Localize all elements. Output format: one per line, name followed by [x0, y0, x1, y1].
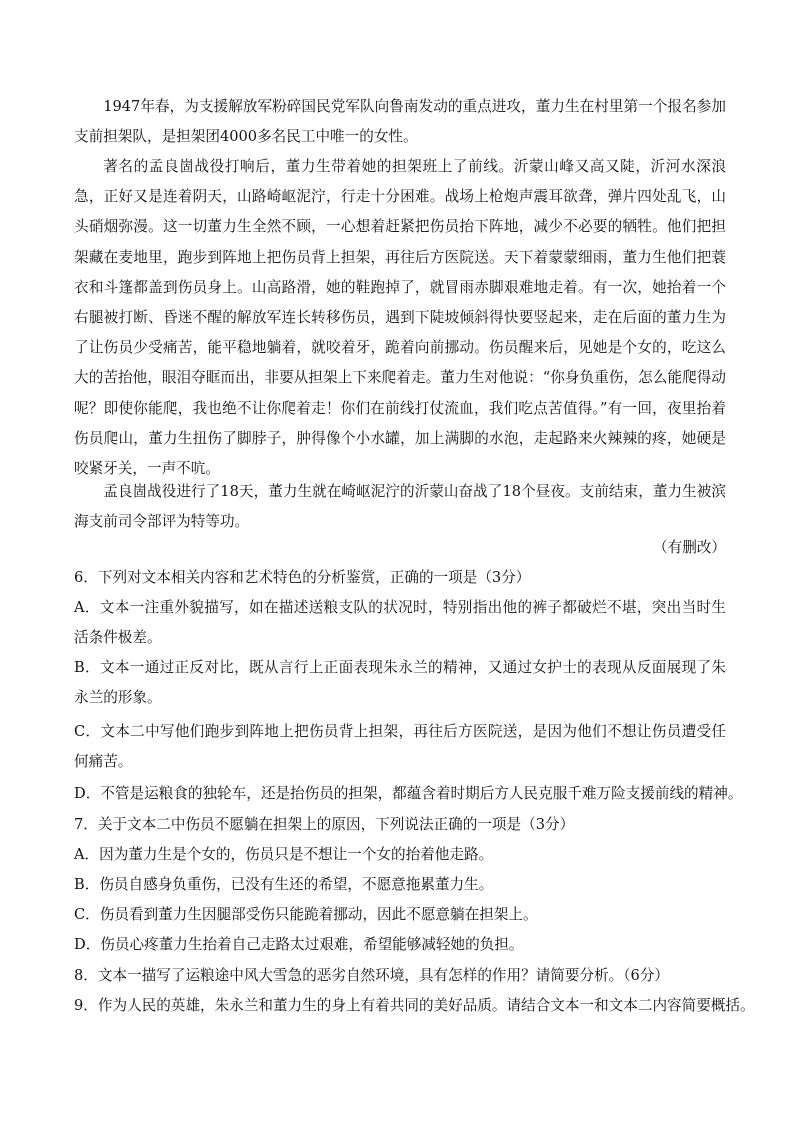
- passage-paragraph-1: 1947年春，为支援解放军粉碎国民党军队向鲁南发动的重点进攻，董力生在村里第一个报名参加支前担架队，是担架团4000多名民工中唯一的女性。: [74, 98, 726, 146]
- question-7-option-a: A．因为董力生是个女的，伤员只是不想让一个女的抬着他走路。: [74, 846, 494, 863]
- question-7-option-c: C．伤员看到董力生因腿部受伤只能跪着挪动，因此不愿意躺在担架上。: [74, 906, 538, 923]
- question-6-option-d: D．不管是运粮食的独轮车，还是抬伤员的担架，都蕴含着时期后方人民克服千难万险支援前线的精神。: [74, 785, 743, 802]
- question-6-option-b: B．文本一通过正反对比，既从言行上正面表现朱永兰的精神，又通过女护士的表现从反面展现了朱永兰的形象。: [74, 659, 726, 707]
- question-9-stem: 9．作为人民的英雄，朱永兰和董力生的身上有着共同的美好品质。请结合文本一和文本二内容简要概括。: [74, 997, 755, 1014]
- question-7-option-d: D．伤员心疼董力生抬着自己走路太过艰难，希望能够减轻她的负担。: [74, 936, 524, 953]
- question-7-stem: 7．关于文本二中伤员不愿躺在担架上的原因，下列说法正确的一项是（3分）: [74, 816, 575, 833]
- passage-paragraph-3: 孟良崮战役进行了18天，董力生就在崎岖泥泞的沂蒙山奋战了18个昼夜。支前结束，董力生被滨海支前司令部评为特等功。: [74, 483, 726, 531]
- source-note: （有删改）: [653, 539, 726, 556]
- question-8-stem: 8．文本一描写了运粮途中风大雪急的恶劣自然环境，具有怎样的作用？请简要分析。（6分）: [74, 967, 670, 984]
- passage-paragraph-2: 著名的孟良崮战役打响后，董力生带着她的担架班上了前线。沂蒙山峰又高又陡，沂河水深浪急，正好又是连着阴天，山路崎岖泥泞，行走十分困难。战场上枪炮声震耳欲聋，弹片四处乱飞，山头硝烟弥漫。这一切董力生全然不顾，一心想着赶紧把伤员抬下阵地，减少不必要的牺牲。他们把担架藏在麦地里，跑步到阵地上把伤员背上担架，再往后方医院送。天下着蒙蒙细雨，董力生他们把蓑衣和斗篷都盖到伤员身上。山高路滑，她的鞋跑掉了，就冒雨赤脚艰难地走着。有一次，她抬着一个右腿被打断、昏迷不醒的解放军连长转移伤员，遇到下陡坡倾斜得快要竖起来，走在后面的董力生为了让伤员少受痛苦，能平稳地躺着，就咬着牙，跪着向前挪动。伤员醒来后，见她是个女的，吃这么大的苦抬他，眼泪夺眶而出，非要从担架上下来爬着走。董力生对他说：“你身负重伤，怎么能爬得动呢？即使你能爬，我也绝不让你爬着走！你们在前线打仗流血，我们吃点苦值得。”有一回，夜里抬着伤员爬山，董力生扭伤了脚脖子，肿得像个小水罐，加上满脚的水泡，走起路来火辣辣的疼，她硬是咬紧牙关，一声不吭。: [74, 158, 726, 478]
- question-6-option-c: C．文本二中写他们跑步到阵地上把伤员背上担架，再往后方医院送，是因为他们不想让伤员遭受任何痛苦。: [74, 723, 726, 771]
- question-6-option-a: A．文本一注重外貌描写，如在描述送粮支队的状况时，特别指出他的裤子都破烂不堪，突出当时生活条件极差。: [74, 599, 726, 647]
- question-7-option-b: B．伤员自感身负重伤，已没有生还的希望，不愿意拖累董力生。: [74, 876, 494, 893]
- question-6-stem: 6．下列对文本相关内容和艺术特色的分析鉴赏，正确的一项是（3分）: [74, 569, 531, 586]
